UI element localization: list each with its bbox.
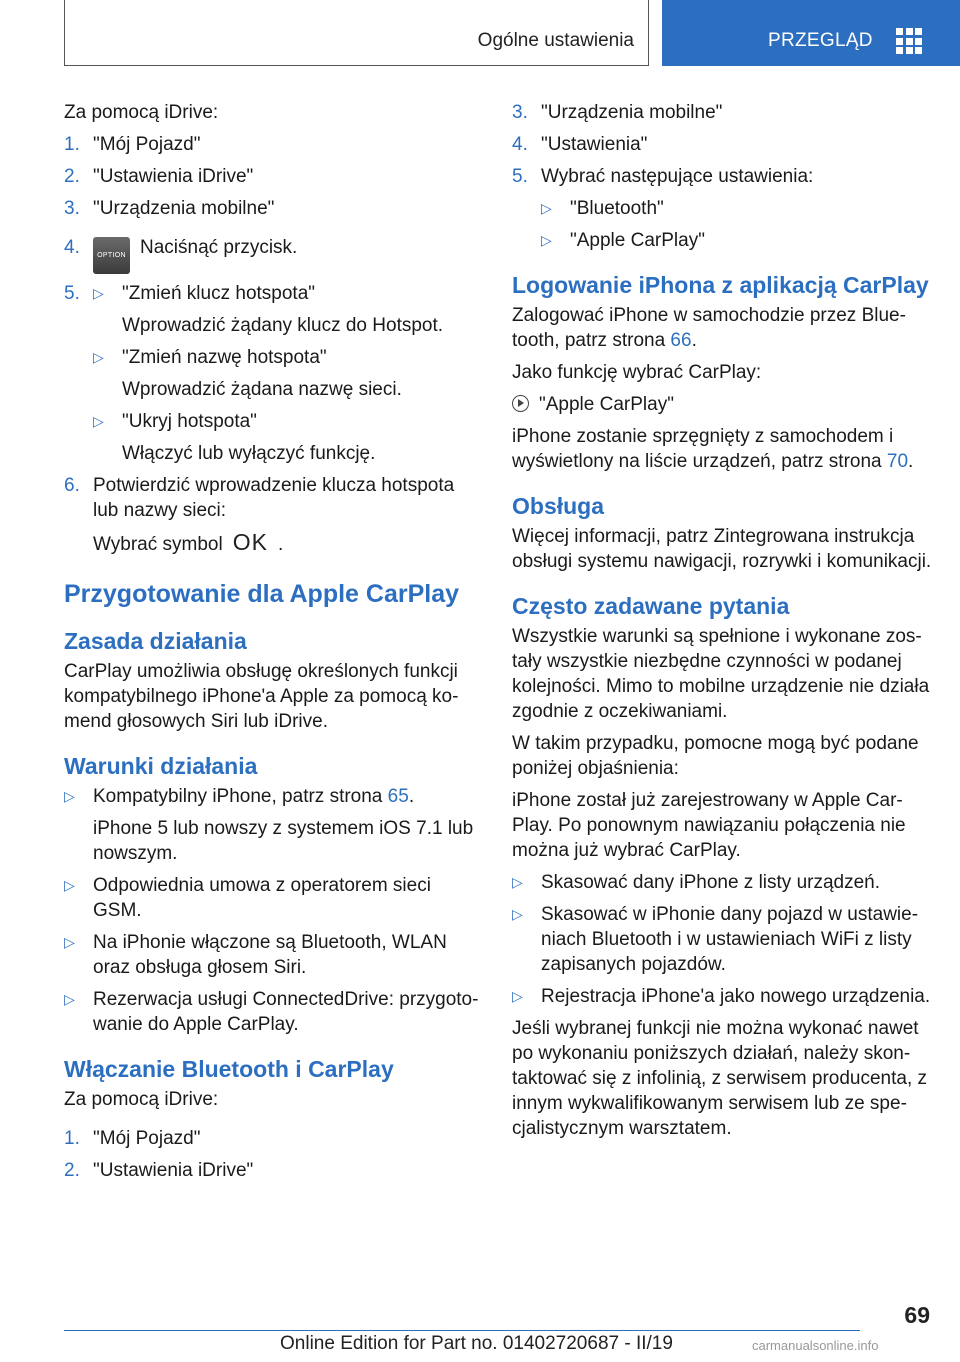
intro-text: Za pomocą iDrive: bbox=[64, 1089, 219, 1110]
triangle-bullet-icon: ▷ bbox=[512, 906, 523, 922]
triangle-bullet-icon: ▷ bbox=[64, 991, 75, 1007]
overview-nav-button[interactable] bbox=[662, 0, 960, 66]
list-item: 4. OPTION Naciśnąć przycisk. bbox=[64, 235, 484, 274]
body-text: W takim przypadku, pomocne mogą być podane poniżej objaśnienia: bbox=[512, 733, 919, 779]
body-text: Wszystkie warunki są spełnione i wykonane zostały wszystkie niezbędne czynności w podanej kolejności. Mimo to mobilne urządzenie nie działa zgodnie z oczekiwaniami. bbox=[512, 626, 930, 722]
bullet-item: ▷ Skasować w iPhonie dany pojazd w ustawieniach Bluetooth i w ustawieniach WiFi z listy zapisanych pojazdów. bbox=[512, 904, 919, 975]
bullet-item: ▷ Rezerwacja usługi ConnectedDrive: przygotowanie do Apple CarPlay. bbox=[64, 989, 479, 1035]
option-button-icon: OPTION bbox=[93, 237, 130, 274]
subsection-heading: Logowanie iPhona z aplikacją CarPlay bbox=[512, 272, 929, 298]
body-text: iPhone został już zarejestrowany w Apple CarPlay. Po ponownym nawiązaniu połączenia nie można już wybrać CarPlay. bbox=[512, 790, 906, 861]
left-column bbox=[64, 100, 484, 1190]
bullet-item: ▷ Odpowiednia umowa z operatorem sieci GSM. bbox=[64, 875, 431, 921]
triangle-bullet-icon: ▷ bbox=[541, 200, 552, 216]
triangle-bullet-icon: ▷ bbox=[93, 285, 104, 301]
body-text: Jako funkcję wybrać CarPlay: bbox=[512, 362, 762, 383]
list-item: 5. Wybrać następujące ustawienia: ▷ "Bluetooth" ▷ "Apple CarPlay" bbox=[512, 164, 932, 253]
header-title: Ogólne ustawienia bbox=[477, 30, 634, 51]
ok-symbol-icon: OK bbox=[232, 529, 268, 555]
play-arrow-icon bbox=[512, 395, 529, 412]
bullet-item: ▷ "Zmień nazwę hotspota" Wprowadzić żądana nazwę sieci. bbox=[93, 347, 402, 400]
bullet-item: ▷ "Zmień klucz hotspota" Wprowadzić żądany klucz do Hotspot. bbox=[93, 283, 444, 336]
body-text: CarPlay umożliwia obsługę określonych funkcji kompatybilnego iPhone'a Apple za pomocą komend głosowych Siri lub iDrive. bbox=[64, 661, 459, 732]
intro-text: Za pomocą iDrive: bbox=[64, 102, 219, 123]
list-item: 6. Potwierdzić wprowadzenie klucza hotspota lub nazwy sieci: Wybrać symbol OK . bbox=[64, 475, 455, 555]
bullet-item: ▷ Skasować dany iPhone z listy urządzeń. bbox=[512, 872, 881, 893]
bullet-item: ▷ Rejestracja iPhone'a jako nowego urządzenia. bbox=[512, 986, 931, 1007]
triangle-bullet-icon: ▷ bbox=[512, 988, 523, 1004]
bullet-item: ▷ "Bluetooth" bbox=[541, 198, 664, 219]
subsection-heading: Zasada działania bbox=[64, 628, 247, 654]
list-item: 5. ▷ "Zmień klucz hotspota" Wprowadzić żądany klucz do Hotspot. ▷ "Zmień nazwę hotspota" Wprowadzić żądana nazwę sieci. ▷ "Ukryj hotspota" Włączyć lub wyłączyć funkcję. bbox=[64, 281, 484, 466]
overview-nav-label: PRZEGLĄD bbox=[768, 30, 873, 51]
subsection-heading: Obsługa bbox=[512, 493, 605, 519]
bullet-item: ▷ Na iPhonie włączone są Bluetooth, WLAN oraz obsługa głosem Siri. bbox=[64, 932, 447, 978]
subsection-heading: Warunki działania bbox=[64, 753, 258, 779]
list-item: 1. "Mój Pojazd" bbox=[64, 134, 201, 155]
body-text: Więcej informacji, patrz Zintegrowana instrukcja obsługi systemu nawigacji, rozrywki i komunikacji. bbox=[512, 526, 932, 572]
header-title-box bbox=[64, 0, 649, 66]
triangle-bullet-icon: ▷ bbox=[64, 788, 75, 804]
triangle-bullet-icon: ▷ bbox=[64, 934, 75, 950]
triangle-bullet-icon: ▷ bbox=[64, 877, 75, 893]
watermark-site: carmanualsonline.info bbox=[752, 1338, 879, 1353]
list-item: 3. "Urządzenia mobilne" bbox=[64, 198, 275, 219]
body-text: iPhone zostanie sprzęgnięty z samochodem i wyświetlony na liście urządzeń, patrz strona 70. bbox=[512, 426, 914, 472]
list-item: 1. "Mój Pojazd" bbox=[64, 1128, 201, 1149]
section-heading: Przygotowanie dla Apple CarPlay bbox=[64, 580, 460, 608]
subsection-heading: Włączanie Bluetooth i CarPlay bbox=[64, 1056, 394, 1082]
page-link[interactable]: 65 bbox=[387, 786, 409, 807]
menu-path: "Apple CarPlay" bbox=[512, 392, 932, 417]
page-number: 69 bbox=[904, 1302, 930, 1328]
triangle-bullet-icon: ▷ bbox=[93, 413, 104, 429]
list-item: 3. "Urządzenia mobilne" bbox=[512, 102, 723, 123]
right-column bbox=[512, 100, 932, 1148]
page-link[interactable]: 70 bbox=[886, 451, 909, 472]
list-item: 4. "Ustawienia" bbox=[512, 134, 648, 155]
triangle-bullet-icon: ▷ bbox=[512, 874, 523, 890]
edition-text: Online Edition for Part no. 01402720687 - II/19 bbox=[280, 1333, 673, 1354]
subsection-heading: Często zadawane pytania bbox=[512, 593, 790, 619]
bullet-item: ▷ "Apple CarPlay" bbox=[541, 230, 705, 251]
grid-icon bbox=[896, 28, 922, 54]
bullet-item: ▷ "Ukryj hotspota" Włączyć lub wyłączyć funkcję. bbox=[93, 411, 376, 464]
triangle-bullet-icon: ▷ bbox=[93, 349, 104, 365]
footer-divider bbox=[64, 1330, 860, 1331]
list-item: 2. "Ustawienia iDrive" bbox=[64, 1160, 254, 1181]
triangle-bullet-icon: ▷ bbox=[541, 232, 552, 248]
body-text: Zalogować iPhone w samochodzie przez Bluetooth, patrz strona 66. bbox=[512, 305, 906, 351]
page-link[interactable]: 66 bbox=[670, 330, 692, 351]
body-text: Jeśli wybranej funkcji nie można wykonać nawet po wykonaniu poniższych działań, należy skontaktować się z infolinią, z serwisem producenta, z innym wykwalifikowanym serwisem lub ze specjalistycznym warsztatem. bbox=[512, 1018, 928, 1139]
bullet-item: ▷ Kompatybilny iPhone, patrz strona 65. iPhone 5 lub nowszy z systemem iOS 7.1 lub nowszym. bbox=[64, 786, 474, 864]
list-item: 2. "Ustawienia iDrive" bbox=[64, 166, 254, 187]
